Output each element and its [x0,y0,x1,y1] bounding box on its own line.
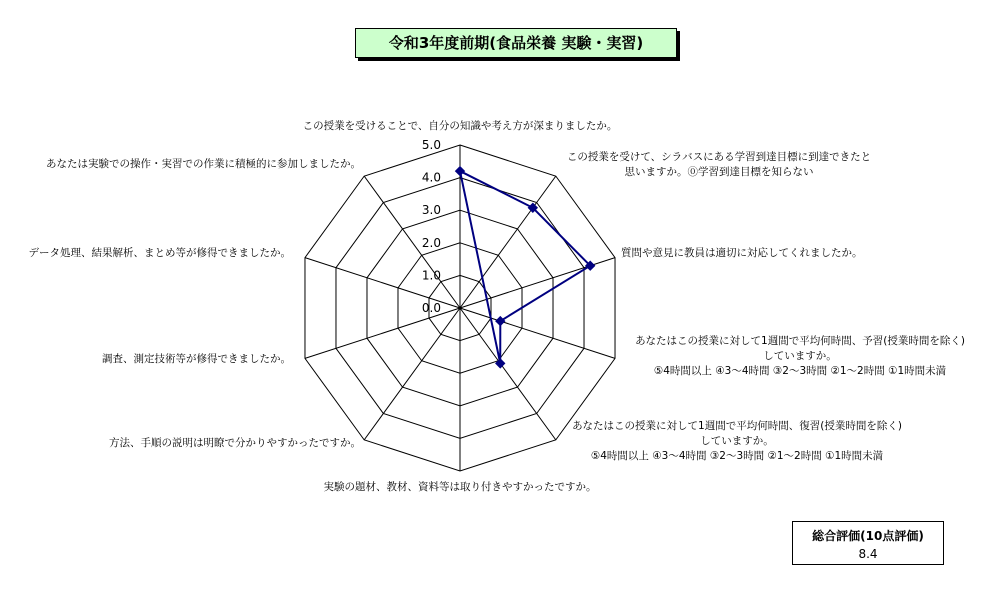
radar-series [456,167,595,368]
tick-label: 1.0 [421,268,441,283]
overall-score-value: 8.4 [858,547,878,561]
axis-label: 実験の題材、教材、資料等は取り付きやすかったですか。 [323,481,597,493]
overall-score-box [792,521,944,565]
axis-label: 方法、手順の説明は明瞭で分かりやすかったですか。 [109,437,361,449]
radar-grid [305,145,615,471]
radial-tick-labels [422,138,441,315]
axis-label: この授業を受けて、シラバスにある学習到達目標に到達できたと思いますか。⓪学習到達目標を知らない [566,151,872,178]
data-point [456,167,465,176]
data-point [496,359,505,368]
grid-spoke [460,308,556,440]
chart-title: 令和3年度前期(食品栄養 実験・実習) [355,28,677,58]
grid-spoke [364,308,460,440]
tick-label: 2.0 [421,235,441,250]
axis-label: あなたは実験での操作・実習での作業に積極的に参加しましたか。 [46,158,361,170]
axis-label: 質問や意見に教員は適切に対応してくれましたか。 [621,247,863,259]
axis-label: 調査、測定技術等が修得できましたか。 [102,353,291,365]
tick-label: 3.0 [421,203,441,218]
axis-label: データ処理、結果解析、まとめ等が修得できましたか。 [28,247,291,259]
axis-label: この授業を受けることで、自分の知識や考え方が深まりましたか。 [302,120,618,132]
grid-spoke [460,308,615,358]
overall-score-label: 総合評価(10点評価) [812,529,924,543]
grid-spoke [364,176,460,308]
tick-label: 0.0 [421,301,441,315]
tick-label: 4.0 [421,170,441,185]
axis-label: あなたはこの授業に対して1週間で平均何時間、予習(授業時間を除く)していますか。 ⑤4時間以上 ④3～4時間 ③2～3時間 ②1～2時間 ①1時間未満 [635,335,965,377]
axis-labels [29,119,965,493]
tick-label: 5.0 [421,138,441,152]
axis-label: あなたはこの授業に対して1週間で平均何時間、復習(授業時間を除く)していますか。 ⑤4時間以上 ④3～4時間 ③2～3時間 ②1～2時間 ①1時間未満 [572,420,902,462]
grid-spoke [305,308,460,358]
data-point [496,317,505,326]
